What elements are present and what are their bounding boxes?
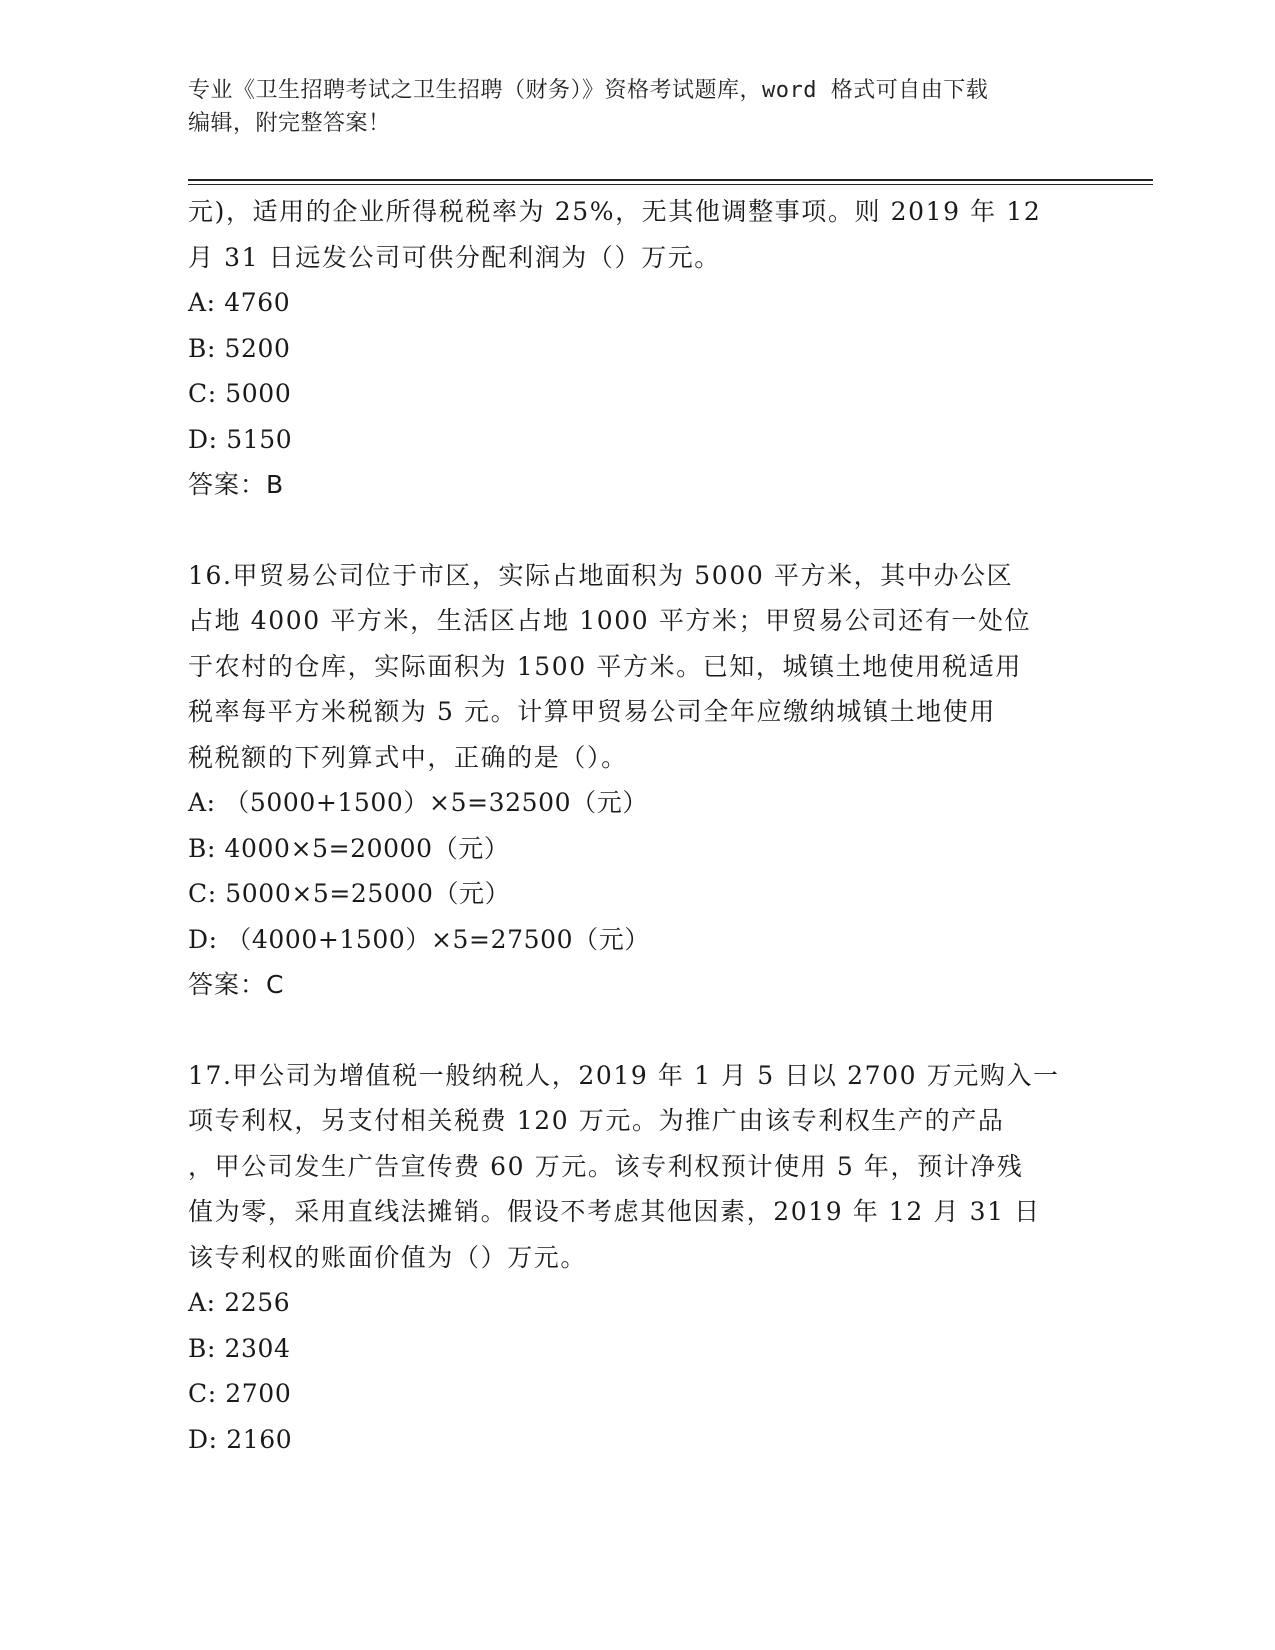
- question-text-line: 16.甲贸易公司位于市区，实际占地面积为 5000 平方米，其中办公区: [188, 560, 1014, 590]
- option-c: C: 2700: [188, 1379, 292, 1408]
- question-16-text: [188, 553, 1088, 781]
- question-text-line: 税率每平方米税额为 5 元。计算甲贸易公司全年应缴纳城镇土地使用: [188, 697, 997, 726]
- option-b: B: 2304: [188, 1333, 291, 1363]
- option-a: A: 4760: [188, 288, 291, 317]
- question-spacer: [188, 508, 1088, 553]
- answer-line: 答案：B: [188, 470, 285, 499]
- question-spacer: [188, 1008, 1088, 1053]
- document-body: [188, 189, 1088, 1462]
- question-15-text: [188, 189, 1088, 280]
- question-text-line: 占地 4000 平方米，生活区占地 1000 平方米；甲贸易公司还有一处位: [188, 606, 1032, 635]
- question-text-line: 值为零，采用直线法摊销。假设不考虑其他因素，2019 年 12 月 31 日: [188, 1197, 1041, 1226]
- header-line-2: 编辑，附完整答案！: [188, 111, 391, 136]
- option-d: D: 5150: [188, 424, 293, 454]
- question-text-line: 于农村的仓库，实际面积为 1500 平方米。已知，城镇土地使用税适用: [188, 651, 1022, 681]
- question-text-line: ，甲公司发生广告宣传费 60 万元。该专利权预计使用 5 年，预计净残: [188, 1151, 1024, 1181]
- option-c: C: 5000: [188, 379, 292, 408]
- question-15: [188, 189, 1088, 508]
- header-rule-thin: [188, 184, 1153, 185]
- question-text-line: 月 31 日远发公司可供分配利润为（）万元。: [188, 242, 721, 272]
- question-text-line: 元)，适用的企业所得税税率为 25%，无其他调整事项。则 2019 年 12: [188, 197, 1042, 226]
- option-a: A: 2256: [188, 1288, 291, 1317]
- option-a: A: （5000+1500）×5=32500（元）: [188, 788, 648, 817]
- question-17: [188, 1053, 1088, 1463]
- question-text-line: 税税额的下列算式中，正确的是（）。: [188, 742, 628, 772]
- question-16: [188, 553, 1088, 1008]
- header-rule-thick: [188, 179, 1153, 181]
- document-header: [188, 74, 1088, 140]
- header-line-1: 专业《卫生招聘考试之卫生招聘（财务）》资格考试题库，word 格式可自由下载: [188, 78, 989, 103]
- question-text-line: 该专利权的账面价值为（）万元。: [188, 1242, 588, 1272]
- question-text-line: 17.甲公司为增值税一般纳税人，2019 年 1 月 5 日以 2700 万元购入一: [188, 1060, 1060, 1090]
- question-text-line: 项专利权，另支付相关税费 120 万元。为推广由该专利权生产的产品: [188, 1106, 1005, 1135]
- option-d: D: 2160: [188, 1424, 293, 1454]
- question-17-text: [188, 1053, 1088, 1281]
- option-d: D: （4000+1500）×5=27500（元）: [188, 924, 650, 954]
- option-c: C: 5000×5=25000（元）: [188, 879, 511, 908]
- answer-line: 答案：C: [188, 970, 285, 999]
- option-b: B: 5200: [188, 333, 291, 363]
- option-b: B: 4000×5=20000（元）: [188, 833, 510, 863]
